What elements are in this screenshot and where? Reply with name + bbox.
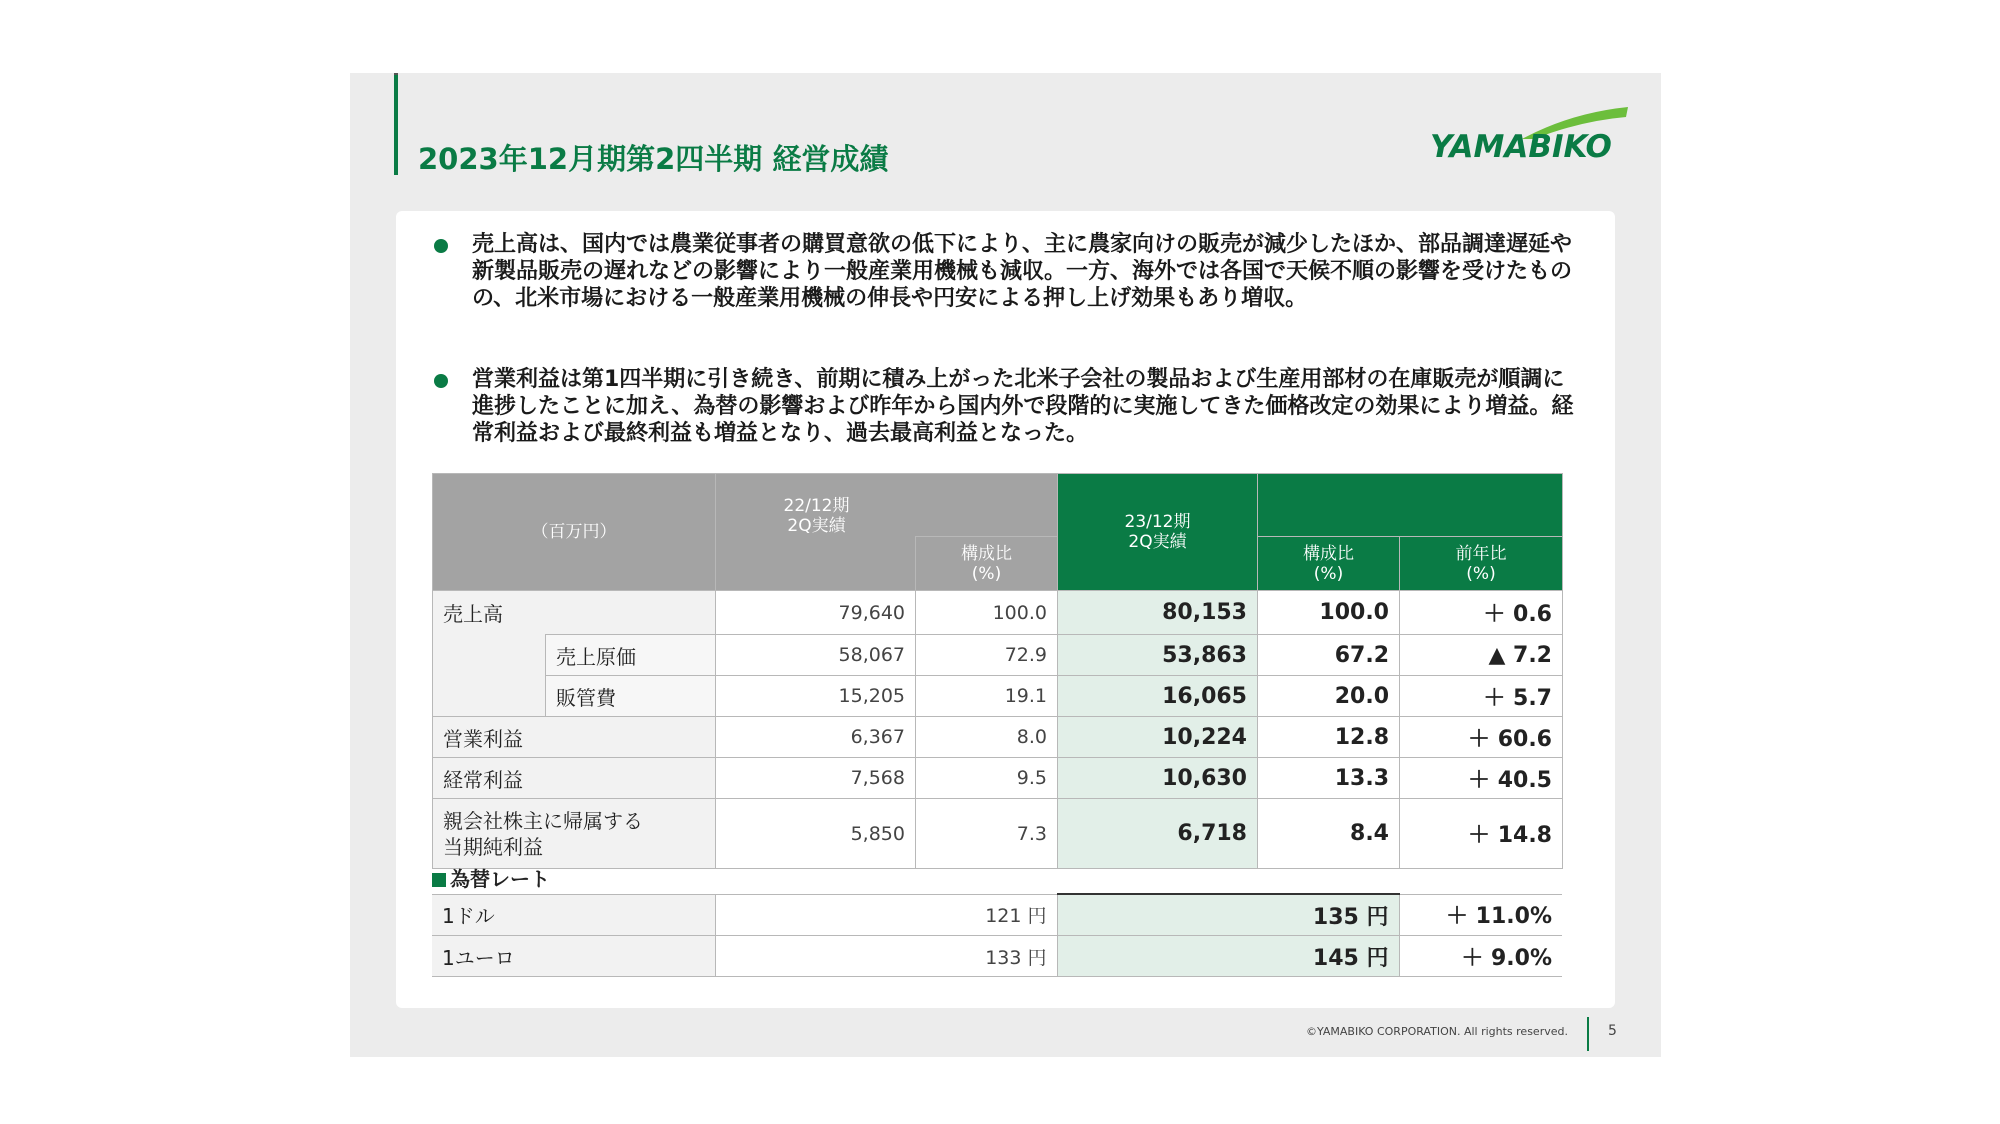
fx-yoy: ＋ 11.0% xyxy=(1399,894,1562,936)
fx-label: 1ユーロ xyxy=(432,936,715,977)
title-accent-bar xyxy=(394,75,398,175)
cell-value-23: 6,718 xyxy=(1058,799,1258,869)
cell-ratio-23: 100.0 xyxy=(1258,591,1400,635)
indent-cell xyxy=(433,635,546,676)
table-row xyxy=(433,635,1563,676)
row-label: 売上原価 xyxy=(546,635,716,676)
cell-value-23: 80,153 xyxy=(1058,591,1258,635)
bullet-sales xyxy=(434,231,1584,312)
table-row xyxy=(432,894,1562,936)
cell-value-23: 53,863 xyxy=(1058,635,1258,676)
cell-value-22: 15,205 xyxy=(716,676,916,717)
table-row xyxy=(433,758,1563,799)
yamabiko-logo xyxy=(1430,95,1630,165)
header-2212: 22/12期 2Q実績 xyxy=(716,474,1058,537)
cell-ratio-22: 19.1 xyxy=(916,676,1058,717)
cell-yoy: ▲ 7.2 xyxy=(1400,635,1563,676)
bullet-text: 営業利益は第1四半期に引き続き、前期に積み上がった北米子会社の製品および生産用部材の在庫販売が順調に進捗したことに加え、為替の影響および昨年から国内外で段階的に実施してきた価格改定の効果により増益。経常利益および最終利益も増益となり、過去最高利益となった。 xyxy=(472,367,1574,446)
cell-ratio-23: 20.0 xyxy=(1258,676,1400,717)
cell-ratio-22: 9.5 xyxy=(916,758,1058,799)
svg-text:YAMABIKO: YAMABIKO xyxy=(1430,129,1612,165)
content-panel xyxy=(396,211,1615,1008)
cell-ratio-22: 7.3 xyxy=(916,799,1058,869)
cell-ratio-23: 8.4 xyxy=(1258,799,1400,869)
cell-ratio-22: 100.0 xyxy=(916,591,1058,635)
table-row xyxy=(432,936,1562,977)
results-table xyxy=(432,473,1563,869)
unit-header: （百万円） xyxy=(433,474,716,591)
cell-value-22: 5,850 xyxy=(716,799,916,869)
row-label: 経常利益 xyxy=(433,758,716,799)
header-green-top xyxy=(1258,474,1563,537)
square-bullet-icon xyxy=(432,873,446,887)
row-label: 営業利益 xyxy=(433,717,716,758)
bullet-profit xyxy=(434,366,1584,447)
cell-yoy: ＋ 0.6 xyxy=(1400,591,1563,635)
fx-yoy: ＋ 9.0% xyxy=(1399,936,1562,977)
page-number: 5 xyxy=(1608,1023,1617,1039)
fx-table xyxy=(432,893,1562,977)
row-label: 売上高 xyxy=(433,591,716,635)
table-row xyxy=(433,591,1563,635)
table-row xyxy=(433,799,1563,869)
fx-value-22: 121 円 xyxy=(715,894,1057,936)
cell-yoy: ＋ 60.6 xyxy=(1400,717,1563,758)
cell-value-22: 6,367 xyxy=(716,717,916,758)
cell-ratio-23: 67.2 xyxy=(1258,635,1400,676)
cell-yoy: ＋ 14.8 xyxy=(1400,799,1563,869)
cell-yoy: ＋ 5.7 xyxy=(1400,676,1563,717)
fx-value-23: 145 円 xyxy=(1057,936,1399,977)
bullet-dot xyxy=(434,374,448,388)
copyright-text: ©YAMABIKO CORPORATION. All rights reserved. xyxy=(1306,1025,1568,1038)
bullet-dot xyxy=(434,239,448,253)
header-2212-blank xyxy=(716,537,916,591)
table-row xyxy=(433,676,1563,717)
fx-value-22: 133 円 xyxy=(715,936,1057,977)
cell-value-23: 16,065 xyxy=(1058,676,1258,717)
header-yoy: 前年比 (%) xyxy=(1400,537,1563,591)
bullet-text: 売上高は、国内では農業従事者の購買意欲の低下により、主に農家向けの販売が減少したほか、部品調達遅延や新製品販売の遅れなどの影響により一般産業用機械も減収。一方、海外では各国で天候不順の影響を受けたものの、北米市場における一般産業用機械の伸長や円安による押し上げ効果もあり増収。 xyxy=(472,232,1573,311)
header-ratio-22: 構成比 (%) xyxy=(916,537,1058,591)
footer-divider xyxy=(1587,1017,1589,1051)
cell-value-23: 10,224 xyxy=(1058,717,1258,758)
header-ratio-23: 構成比 (%) xyxy=(1258,537,1400,591)
cell-value-23: 10,630 xyxy=(1058,758,1258,799)
cell-value-22: 58,067 xyxy=(716,635,916,676)
table-row xyxy=(433,717,1563,758)
cell-value-22: 79,640 xyxy=(716,591,916,635)
fx-label: 1ドル xyxy=(432,894,715,936)
row-label: 販管費 xyxy=(546,676,716,717)
fx-heading: 為替レート xyxy=(432,863,550,892)
cell-value-22: 7,568 xyxy=(716,758,916,799)
header-2312: 23/12期 2Q実績 xyxy=(1058,474,1258,591)
indent-cell xyxy=(433,676,546,717)
cell-yoy: ＋ 40.5 xyxy=(1400,758,1563,799)
row-label: 親会社株主に帰属する 当期純利益 xyxy=(433,799,716,869)
cell-ratio-22: 72.9 xyxy=(916,635,1058,676)
cell-ratio-23: 13.3 xyxy=(1258,758,1400,799)
slide xyxy=(350,73,1661,1057)
cell-ratio-22: 8.0 xyxy=(916,717,1058,758)
cell-ratio-23: 12.8 xyxy=(1258,717,1400,758)
page-title: 2023年12月期第2四半期 経営成績 xyxy=(418,142,889,176)
fx-value-23: 135 円 xyxy=(1057,894,1399,936)
